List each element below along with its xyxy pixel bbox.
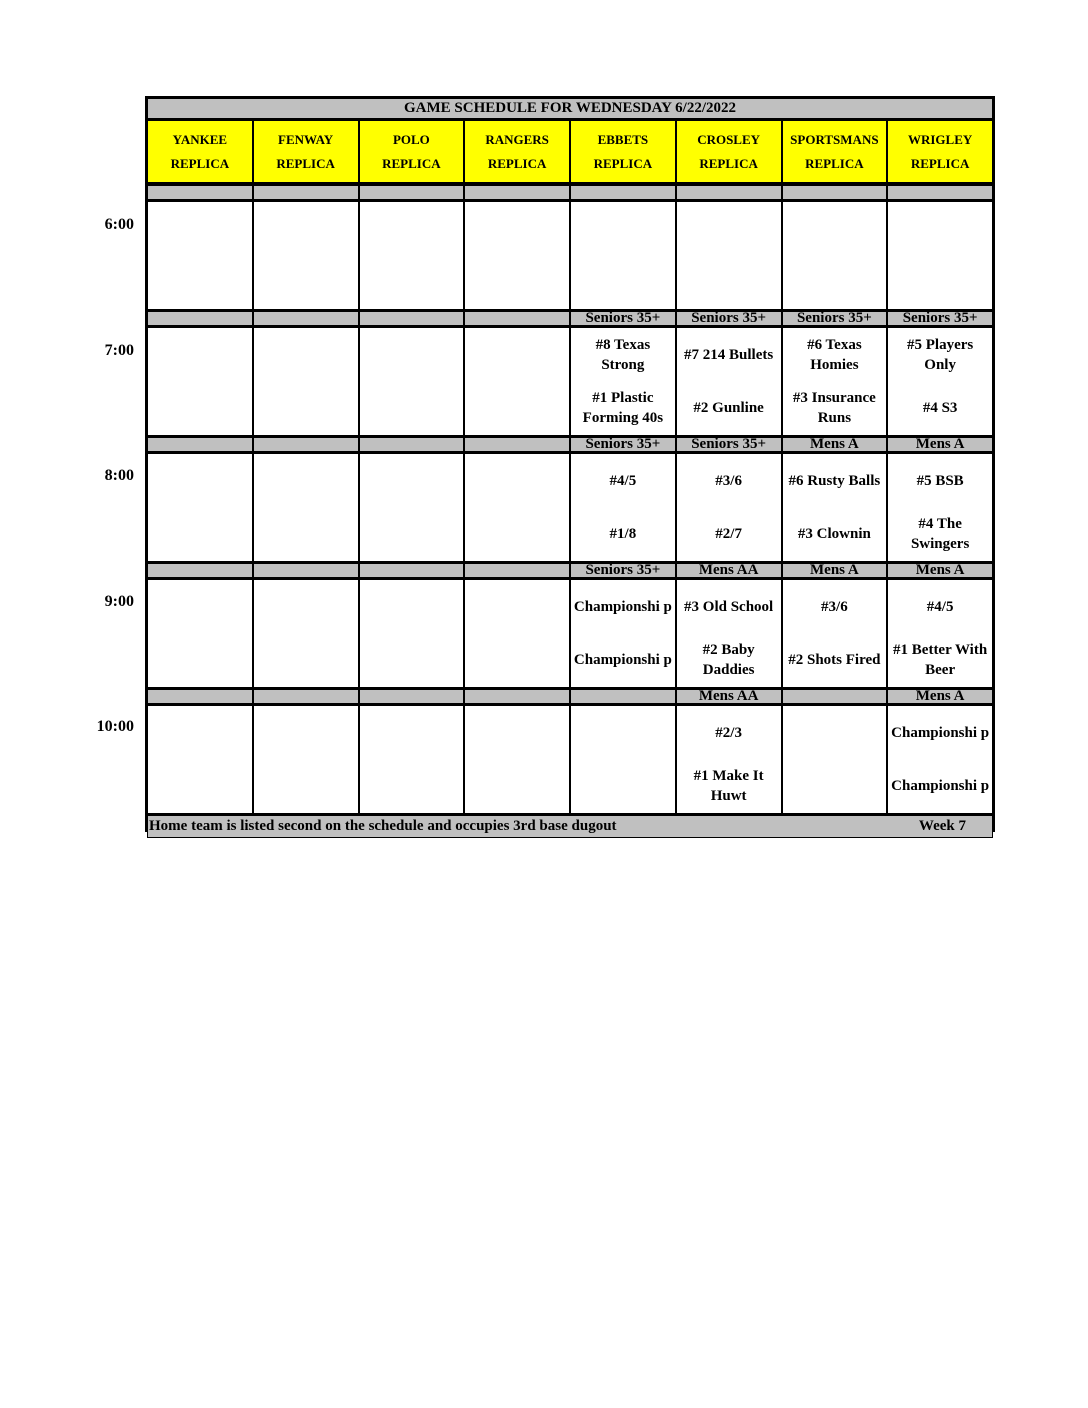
field-name: POLO xyxy=(392,131,430,147)
home-team xyxy=(888,256,992,310)
field-name: EBBETS xyxy=(597,131,649,147)
away-team: #5 Players Only xyxy=(907,336,974,373)
game-cell xyxy=(887,327,993,436)
schedule-footer xyxy=(147,814,993,838)
away-team xyxy=(360,202,464,256)
game-cell xyxy=(464,453,570,562)
home-team xyxy=(783,760,887,814)
away-team: #4/5 xyxy=(609,472,637,489)
week-label: Week 7 xyxy=(918,818,966,834)
home-team xyxy=(465,382,569,436)
division-label xyxy=(359,310,465,327)
game-cell xyxy=(147,705,253,814)
home-team: #3 Clownin xyxy=(797,526,871,543)
game-cell xyxy=(676,705,782,814)
division-label: Mens A xyxy=(887,562,993,579)
field-header xyxy=(782,120,888,184)
home-team xyxy=(254,256,358,310)
home-team: #1 Make It Huwt xyxy=(693,768,764,805)
time-label: 8:00 xyxy=(104,467,134,484)
away-team xyxy=(148,202,252,256)
game-cell xyxy=(359,705,465,814)
division-label xyxy=(253,184,359,201)
home-team: Championshi p xyxy=(891,778,990,795)
field-subtitle: REPLICA xyxy=(910,155,970,171)
schedule-title: GAME SCHEDULE FOR WEDNESDAY 6/22/2022 xyxy=(147,98,993,120)
away-team: #7 214 Bullets xyxy=(684,346,774,363)
division-label: Seniors 35+ xyxy=(570,436,676,453)
away-team xyxy=(254,202,358,256)
away-team xyxy=(465,454,569,508)
game-cell xyxy=(782,453,888,562)
home-team: #3 Insurance Runs xyxy=(792,390,876,427)
division-label: Mens A xyxy=(782,562,888,579)
division-label: Mens A xyxy=(887,688,993,705)
field-name: FENWAY xyxy=(278,131,334,147)
division-label: Seniors 35+ xyxy=(676,310,782,327)
time-label: 10:00 xyxy=(96,718,134,735)
field-name: SPORTSMANS xyxy=(790,131,879,147)
away-team xyxy=(465,328,569,382)
home-team xyxy=(677,256,781,310)
schedule-table xyxy=(145,96,995,832)
away-team: #4/5 xyxy=(926,598,954,615)
division-label: Seniors 35+ xyxy=(676,436,782,453)
game-cell xyxy=(676,453,782,562)
away-team xyxy=(571,202,675,256)
division-label xyxy=(359,688,465,705)
division-label xyxy=(359,562,465,579)
away-team xyxy=(783,706,887,760)
game-cell xyxy=(253,705,359,814)
home-team: #2 Baby Daddies xyxy=(702,642,755,679)
game-cell xyxy=(464,579,570,688)
division-label: Mens AA xyxy=(676,688,782,705)
home-team xyxy=(465,634,569,688)
field-subtitle: REPLICA xyxy=(487,155,547,171)
time-label: 6:00 xyxy=(104,216,134,233)
away-team: #2/3 xyxy=(715,724,742,741)
field-name: RANGERS xyxy=(485,131,549,147)
away-team xyxy=(148,706,252,760)
field-header xyxy=(253,120,359,184)
home-team xyxy=(360,508,464,562)
game-cell xyxy=(887,201,993,310)
home-team xyxy=(254,760,358,814)
away-team xyxy=(148,580,252,634)
time-label: 7:00 xyxy=(104,342,134,359)
game-cell xyxy=(147,453,253,562)
division-label: Seniors 35+ xyxy=(570,562,676,579)
home-team xyxy=(571,256,675,310)
game-cell xyxy=(782,705,888,814)
division-label: Mens AA xyxy=(676,562,782,579)
field-header xyxy=(359,120,465,184)
division-label xyxy=(676,184,782,201)
game-cell xyxy=(253,453,359,562)
division-label xyxy=(359,436,465,453)
division-label: Mens A xyxy=(782,436,888,453)
home-team xyxy=(783,256,887,310)
away-team xyxy=(360,328,464,382)
field-name: YANKEE xyxy=(172,131,228,147)
game-cell xyxy=(782,201,888,310)
division-label xyxy=(464,310,570,327)
division-label xyxy=(359,184,465,201)
home-team xyxy=(360,634,464,688)
field-header xyxy=(464,120,570,184)
home-team xyxy=(360,382,464,436)
away-team xyxy=(465,202,569,256)
field-header xyxy=(147,120,253,184)
game-cell xyxy=(253,327,359,436)
division-label xyxy=(147,184,253,201)
field-header xyxy=(887,120,993,184)
division-label xyxy=(464,184,570,201)
division-label: Seniors 35+ xyxy=(887,310,993,327)
away-team xyxy=(360,706,464,760)
home-team xyxy=(148,634,252,688)
away-team: #6 Texas Homies xyxy=(807,336,862,373)
division-label xyxy=(147,562,253,579)
game-cell xyxy=(887,579,993,688)
game-cell xyxy=(782,327,888,436)
field-name: CROSLEY xyxy=(697,131,761,147)
home-team: #2 Shots Fired xyxy=(788,652,881,669)
division-label xyxy=(147,436,253,453)
away-team: #5 BSB xyxy=(916,472,964,489)
field-subtitle: REPLICA xyxy=(805,155,864,171)
away-team: #3/6 xyxy=(715,472,742,489)
home-team xyxy=(465,760,569,814)
away-team xyxy=(254,580,358,634)
division-label xyxy=(570,184,676,201)
field-header xyxy=(676,120,782,184)
game-cell xyxy=(570,327,676,436)
home-team xyxy=(148,760,252,814)
game-cell xyxy=(147,579,253,688)
home-team: #2/7 xyxy=(715,526,742,543)
home-team-note: Home team is listed second on the schedule and occupies 3rd base dugout xyxy=(149,818,617,834)
away-team: Championshi p xyxy=(573,598,672,615)
home-team xyxy=(465,508,569,562)
field-subtitle: REPLICA xyxy=(170,155,230,171)
field-subtitle: REPLICA xyxy=(699,155,758,171)
game-cell xyxy=(676,201,782,310)
home-team xyxy=(254,508,358,562)
away-team xyxy=(677,202,781,256)
away-team: Championshi p xyxy=(891,724,990,741)
away-team xyxy=(360,454,464,508)
division-label xyxy=(147,688,253,705)
home-team xyxy=(148,382,252,436)
division-label: Seniors 35+ xyxy=(782,310,888,327)
away-team xyxy=(148,454,252,508)
home-team xyxy=(148,256,252,310)
game-cell xyxy=(887,453,993,562)
field-name: WRIGLEY xyxy=(907,131,973,147)
game-cell xyxy=(253,201,359,310)
division-label: Seniors 35+ xyxy=(570,310,676,327)
away-team: #3/6 xyxy=(821,598,848,615)
division-label xyxy=(253,688,359,705)
home-team xyxy=(148,508,252,562)
game-cell xyxy=(147,327,253,436)
division-label xyxy=(887,184,993,201)
game-cell xyxy=(464,201,570,310)
away-team xyxy=(571,706,675,760)
game-cell xyxy=(570,579,676,688)
field-header xyxy=(570,120,676,184)
home-team xyxy=(254,382,358,436)
division-label xyxy=(253,310,359,327)
home-team: Championshi p xyxy=(573,652,672,669)
away-team xyxy=(254,328,358,382)
away-team xyxy=(254,454,358,508)
game-cell xyxy=(782,579,888,688)
division-label xyxy=(253,562,359,579)
game-cell xyxy=(359,453,465,562)
game-cell xyxy=(464,705,570,814)
field-subtitle: REPLICA xyxy=(593,155,653,171)
division-label xyxy=(782,184,888,201)
game-cell xyxy=(570,705,676,814)
division-label: Mens A xyxy=(887,436,993,453)
home-team: #1 Better With Beer xyxy=(893,642,988,679)
division-label xyxy=(570,688,676,705)
home-team: #2 Gunline xyxy=(693,400,764,417)
away-team: #6 Rusty Balls xyxy=(788,472,881,489)
away-team xyxy=(148,328,252,382)
game-cell xyxy=(464,327,570,436)
home-team xyxy=(360,256,464,310)
away-team xyxy=(888,202,992,256)
division-label xyxy=(147,310,253,327)
home-team xyxy=(254,634,358,688)
home-team: #1/8 xyxy=(609,526,637,543)
home-team: #1 Plastic Forming 40s xyxy=(582,390,664,427)
away-team xyxy=(465,580,569,634)
away-team xyxy=(254,706,358,760)
game-cell xyxy=(359,327,465,436)
game-cell xyxy=(147,201,253,310)
away-team: #8 Texas Strong xyxy=(595,336,651,373)
away-team xyxy=(783,202,887,256)
home-team: #4 The Swingers xyxy=(910,516,970,553)
division-label xyxy=(782,688,888,705)
home-team xyxy=(571,760,675,814)
home-team xyxy=(465,256,569,310)
away-team xyxy=(360,580,464,634)
division-label xyxy=(464,562,570,579)
game-cell xyxy=(570,453,676,562)
game-cell xyxy=(676,327,782,436)
game-cell xyxy=(359,201,465,310)
away-team xyxy=(465,706,569,760)
away-team: #3 Old School xyxy=(684,598,774,615)
game-cell xyxy=(359,579,465,688)
game-cell xyxy=(676,579,782,688)
time-label: 9:00 xyxy=(104,593,134,610)
division-label xyxy=(464,436,570,453)
game-cell xyxy=(253,579,359,688)
home-team: #4 S3 xyxy=(922,400,958,417)
game-cell xyxy=(570,201,676,310)
division-label xyxy=(464,688,570,705)
home-team xyxy=(360,760,464,814)
game-cell xyxy=(887,705,993,814)
division-label xyxy=(253,436,359,453)
field-subtitle: REPLICA xyxy=(382,155,441,171)
field-subtitle: REPLICA xyxy=(276,155,335,171)
